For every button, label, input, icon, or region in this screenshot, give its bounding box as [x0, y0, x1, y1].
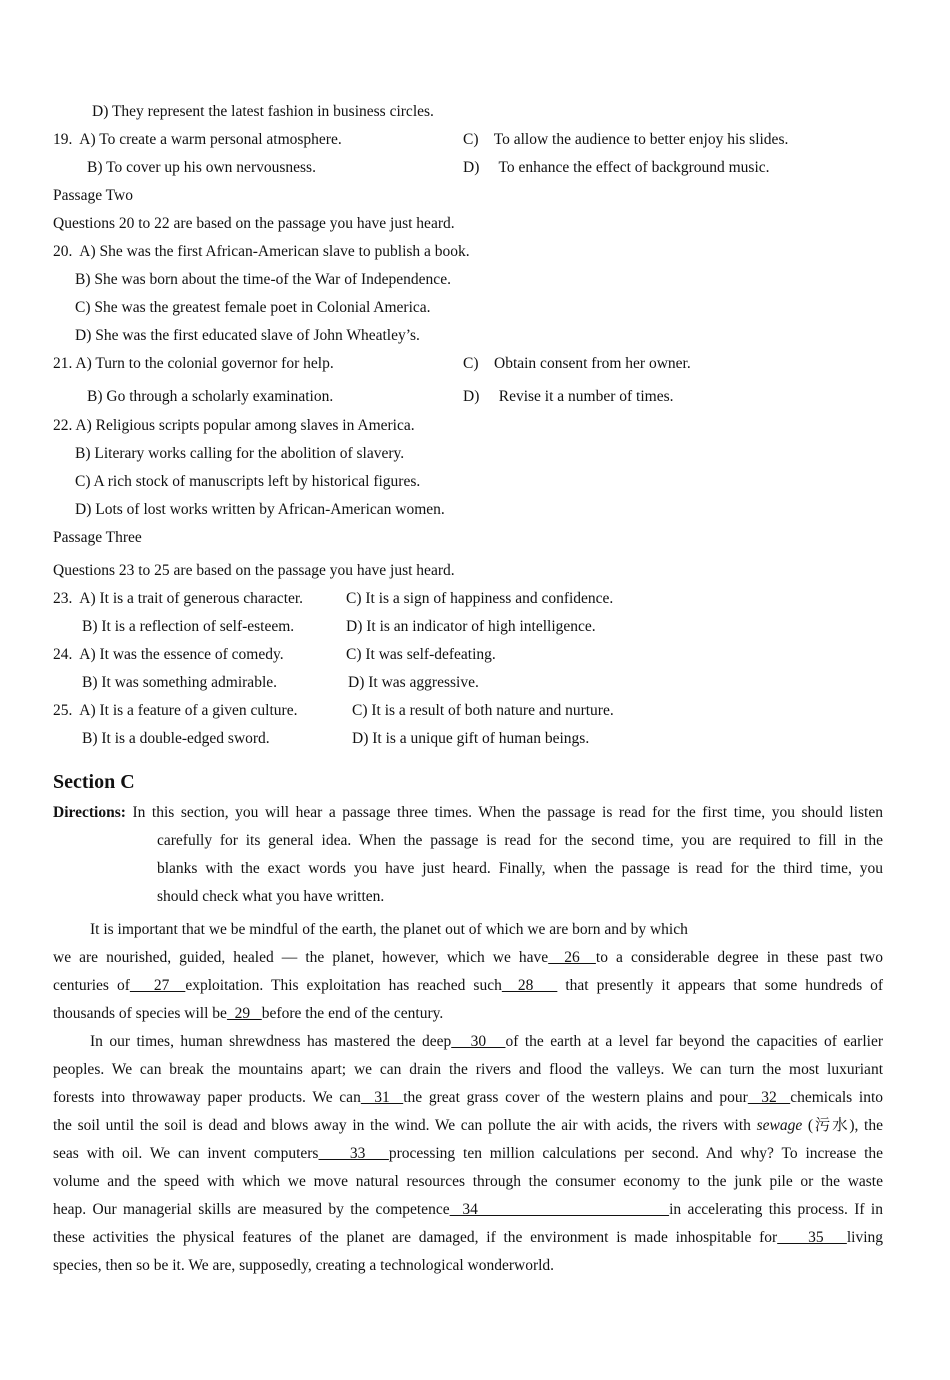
- passage-text: In our times, human shrewdness has mastered the deep: [90, 1033, 452, 1050]
- q19-option-b: B) To cover up his own nervousness.: [87, 159, 316, 176]
- q24-option-a: 24. A) It was the essence of comedy.: [53, 646, 284, 663]
- passage-two-title: Passage Two: [53, 187, 133, 204]
- q19-option-d: D) To enhance the effect of background music.: [463, 159, 770, 176]
- passage-line: It is important that we be mindful of the earth, the planet out of which we are born and by which: [90, 921, 688, 938]
- blank-30[interactable]: 30: [451, 1033, 506, 1050]
- passage-line: [53, 948, 883, 968]
- directions-text: In this section, you will hear a passage three times. When the passage is read for the first time, you should listen: [132, 804, 883, 821]
- passage-text: before the end of the century.: [261, 1005, 444, 1022]
- blank-26[interactable]: 26: [548, 949, 596, 966]
- q22-option-a: 22. A) Religious scripts popular among slaves in America.: [53, 417, 415, 434]
- q19-option-a: 19. A) To create a warm personal atmosphere.: [53, 131, 342, 148]
- passage-line: species, then so be it. We are, supposedly, creating a technological wonderworld.: [53, 1257, 555, 1274]
- passage-text: the great grass cover of the western plains and pour: [403, 1089, 748, 1106]
- passage-text: chemicals into: [790, 1089, 884, 1106]
- q24-option-b: B) It was something admirable.: [82, 674, 277, 691]
- q21-option-a: 21. A) Turn to the colonial governor for help.: [53, 355, 334, 372]
- q20-option-c: C) She was the greatest female poet in Colonial America.: [75, 299, 431, 316]
- q18-option-d: D) They represent the latest fashion in business circles.: [92, 103, 434, 120]
- passage-line: [90, 1032, 883, 1052]
- q23-option-a: 23. A) It is a trait of generous character.: [53, 590, 304, 607]
- q19-option-c: C) To allow the audience to better enjoy his slides.: [463, 131, 789, 148]
- directions-line: should check what you have written.: [157, 888, 385, 905]
- q20-option-b: B) She was born about the time-of the War of Independence.: [75, 271, 451, 288]
- passage-text: of the earth at a level far beyond the capacities of earlier: [505, 1033, 883, 1050]
- passage-text: (污水), the: [802, 1117, 883, 1134]
- passage-text: heap. Our managerial skills are measured by the competence: [53, 1201, 450, 1218]
- section-c-heading: Section C: [53, 771, 135, 793]
- q23-option-b: B) It is a reflection of self-esteem.: [82, 618, 295, 635]
- passage-text: thousands of species will be: [53, 1005, 227, 1022]
- passage-text: seas with oil. We can invent computers: [53, 1145, 319, 1162]
- blank-29[interactable]: 29: [226, 1005, 262, 1022]
- blank-28[interactable]: 28: [501, 977, 558, 994]
- passage-text: living: [846, 1229, 884, 1246]
- passage-text: in accelerating this process. If in: [669, 1201, 883, 1218]
- q22-option-d: D) Lots of lost works written by African-American women.: [75, 501, 445, 518]
- q21-option-b: B) Go through a scholarly examination.: [87, 388, 334, 405]
- blank-34[interactable]: 34: [449, 1201, 670, 1218]
- q25-option-a: 25. A) It is a feature of a given culture.: [53, 702, 298, 719]
- passage-line: [53, 1088, 883, 1108]
- blank-32[interactable]: 32: [747, 1089, 791, 1106]
- passage-text: exploitation. This exploitation has reached such: [185, 977, 502, 994]
- passage-text: to a considerable degree in these past two: [595, 949, 883, 966]
- q24-option-d: D) It was aggressive.: [348, 674, 479, 691]
- blank-27[interactable]: 27: [129, 977, 186, 994]
- q21-option-c: C) Obtain consent from her owner.: [463, 355, 691, 372]
- passage-line: [53, 1228, 883, 1248]
- passage-line: [53, 1200, 883, 1220]
- q25-option-d: D) It is a unique gift of human beings.: [352, 730, 590, 747]
- passage-text: the soil until the soil is dead and blows away in the wind. We can pollute the air with acids, the rivers with: [53, 1117, 757, 1134]
- passage-line: [53, 1116, 883, 1136]
- passage-text: centuries of: [53, 977, 130, 994]
- q21-option-d: D) Revise it a number of times.: [463, 388, 674, 405]
- directions-line: blanks with the exact words you have just heard. Finally, when the passage is read for the third time, you: [157, 860, 883, 877]
- blank-33[interactable]: 33: [318, 1145, 389, 1162]
- q23-option-c: C) It is a sign of happiness and confidence.: [346, 590, 614, 607]
- passage-line: [53, 1144, 883, 1164]
- q22-option-b: B) Literary works calling for the abolition of slavery.: [75, 445, 405, 462]
- q22-option-c: C) A rich stock of manuscripts left by historical figures.: [75, 473, 421, 490]
- passage-italic-word: sewage: [756, 1117, 803, 1134]
- passage-line: peoples. We can break the mountains apart; we can drain the rivers and flood the valleys. We can turn the most luxuriant: [53, 1061, 883, 1078]
- q25-option-c: C) It is a result of both nature and nurture.: [352, 702, 614, 719]
- passage-text: processing ten million calculations per second. And why? To increase the: [388, 1145, 884, 1162]
- passage-line: [53, 976, 883, 996]
- passage-text: that presently it appears that some hundreds of: [557, 977, 884, 994]
- blank-35[interactable]: 35: [777, 1229, 847, 1246]
- q24-option-c: C) It was self-defeating.: [346, 646, 496, 663]
- passage-text: we are nourished, guided, healed — the planet, however, which we have: [53, 949, 549, 966]
- directions-line: [53, 803, 883, 823]
- q20-option-a: 20. A) She was the first African-American slave to publish a book.: [53, 243, 470, 260]
- passage-text: these activities the physical features of the planet are damaged, if the environment is made inhospitable for: [53, 1229, 778, 1246]
- passage-text: forests into throwaway paper products. We can: [53, 1089, 361, 1106]
- q25-option-b: B) It is a double-edged sword.: [82, 730, 270, 747]
- q23-option-d: D) It is an indicator of high intelligence.: [346, 618, 596, 635]
- directions-line: carefully for its general idea. When the passage is read for the second time, you are required to fill in the: [157, 832, 883, 849]
- passage-line: volume and the speed with which we move natural resources through the consumer economy to the junk pile or the waste: [53, 1173, 883, 1190]
- passage-three-intro: Questions 23 to 25 are based on the passage you have just heard.: [53, 562, 455, 579]
- q20-option-d: D) She was the first educated slave of John Wheatley’s.: [75, 327, 420, 344]
- directions-label: Directions:: [53, 804, 126, 821]
- passage-line: [53, 1004, 443, 1024]
- passage-three-title: Passage Three: [53, 529, 142, 546]
- passage-two-intro: Questions 20 to 22 are based on the passage you have just heard.: [53, 215, 455, 232]
- blank-31[interactable]: 31: [360, 1089, 404, 1106]
